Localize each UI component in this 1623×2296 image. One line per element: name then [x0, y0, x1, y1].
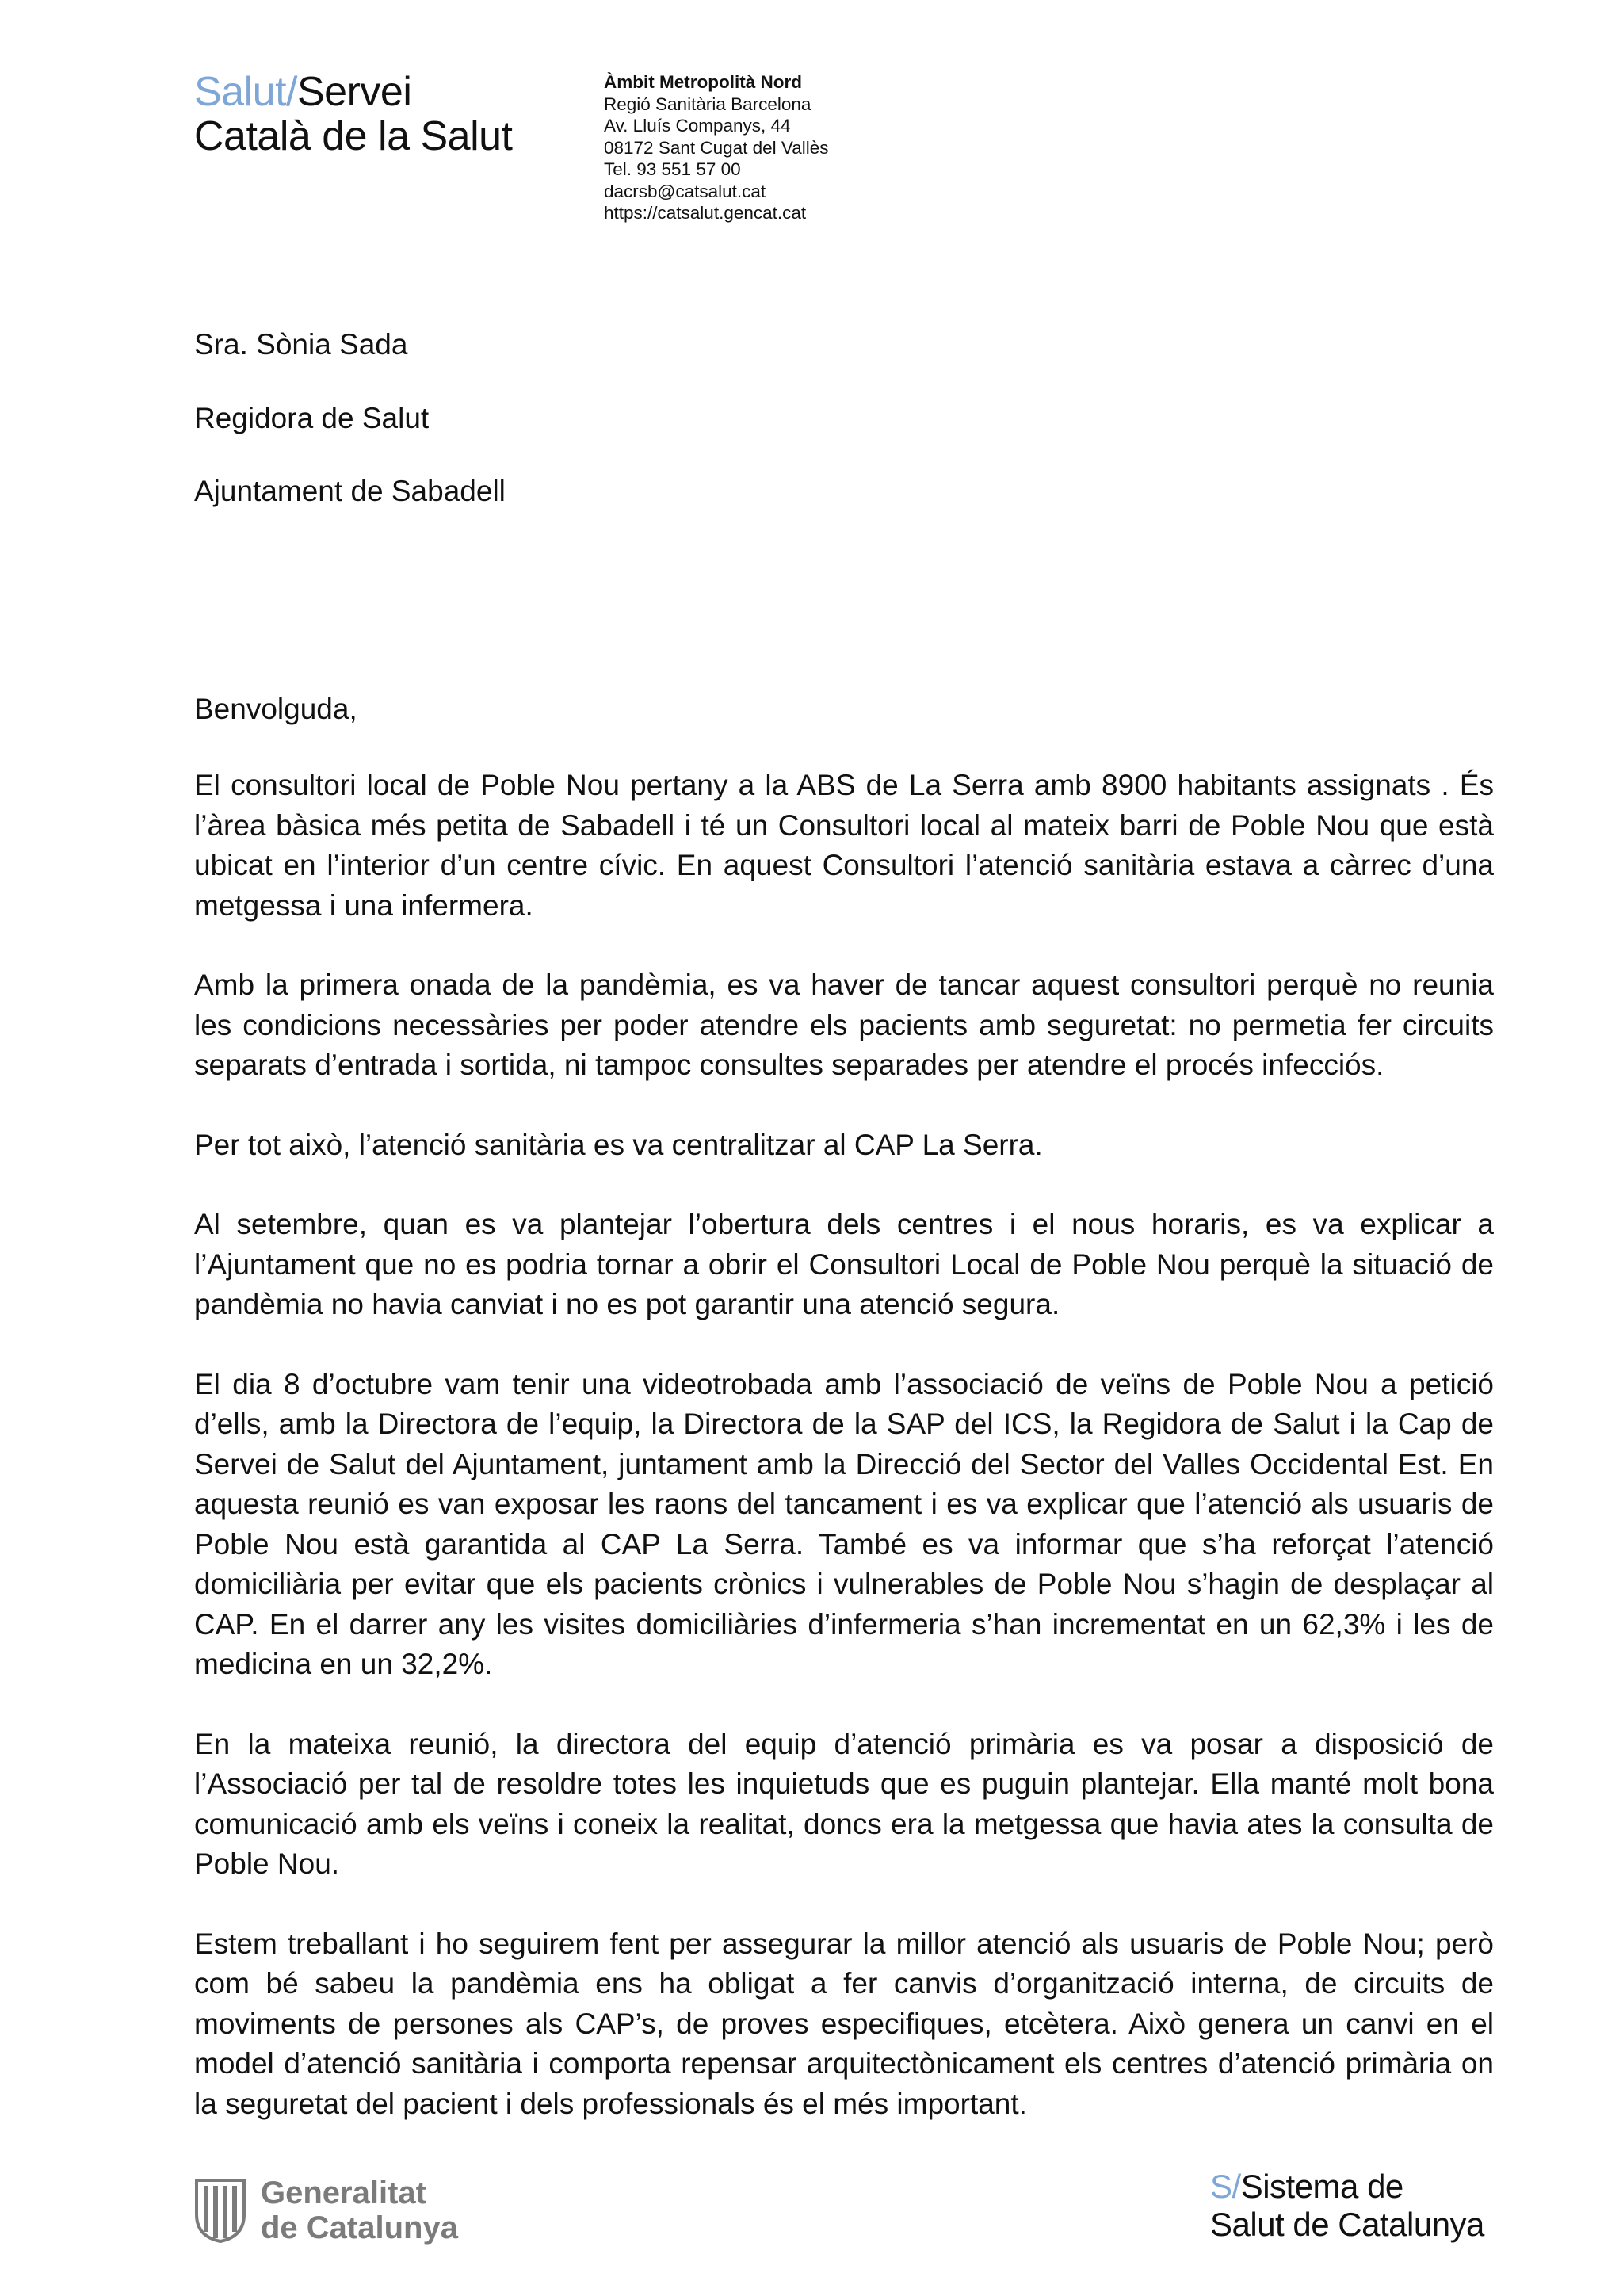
paragraph-3: Per tot això, l’atenció sanitària es va centralitzar al CAP La Serra. — [194, 1128, 1043, 1161]
paragraph-7: Estem treballant i ho seguirem fent per assegurar la millor atenció als usuaris de Poble Nou; però com bé sabeu la pandèmia ens ha obligat a fer canvis d’organització interna, de circuits de moviments de persones als CAP’s, de proves especifiques, etcètera. Això genera un canvi en el model d’atenció sanitària i comporta repensar arquitectònicament els centres d’atenció primària on la seguretat del pacient i dels professionals és el més important. — [194, 1927, 1494, 2120]
paragraph-1: El consultori local de Poble Nou pertany a la ABS de La Serra amb 8900 habitants assignats . És l’àrea bàsica més petita de Sabadell i té un Consultori local al mateix barri de Poble Nou que està ubicat en l’interior d’un centre cívic. En aquest Consultori l’atenció sanitària estava a càrrec d’una metgessa i una infermera. — [194, 769, 1494, 922]
sistema-salut-line1 — [1210, 2168, 1484, 2206]
paragraph-2: Amb la primera onada de la pandèmia, es va haver de tancar aquest consultori perquè no reunia les condicions necessàries per poder atendre els pacients amb seguretat: no permetia fer circuits separats d’entrada i sortida, ni tampoc consultes separades per atendre el procés infecciós. — [194, 968, 1494, 1081]
recipient-name: Sra. Sònia Sada — [194, 328, 408, 361]
office-region: Regió Sanitària Barcelona — [604, 94, 812, 114]
generalitat-line2: de Catalunya — [261, 2210, 458, 2245]
catsalut-logo-servei: Servei — [296, 69, 412, 115]
generalitat-logo — [194, 2176, 458, 2245]
office-street: Av. Lluís Companys, 44 — [604, 116, 791, 136]
office-city: 08172 Sant Cugat del Vallès — [604, 137, 829, 158]
paragraph-5: El dia 8 d’octubre vam tenir una videotrobada amb l’associació de veïns de Poble Nou a petició d’ells, amb la Directora de l’equip, la Directora de la SAP del ICS, la Regidora de Salut i la Cap de Servei de Salut del Ajuntament, juntament amb la Direcció del Sector del Valles Occidental Est. En aquesta reunió es van exposar les raons del tancament i es va explicar que l’atenció als usuaris de Poble Nou està garantida al CAP La Serra. També es va informar que s’ha reforçat l’atenció domiciliària per evitar que els pacients crònics i vulnerables de Poble Nou s’hagin de desplaçar al CAP. En el darrer any les visites domiciliàries d’infermeria s’han incrementat en un 62,3% i les de medicina en un 32,2%. — [194, 1367, 1494, 1680]
generalitat-wordmark — [261, 2176, 458, 2245]
office-phone: Tel. 93 551 57 00 — [604, 159, 741, 179]
recipient-organization: Ajuntament de Sabadell — [194, 475, 506, 507]
paragraph-6: En la mateixa reunió, la directora del equip d’atenció primària es va posar a disposició de l’Associació per tal de resoldre totes les inquietuds que es puguin plantejar. Ella manté molt bona comunicació amb els veïns i coneix la realitat, doncs era la metgessa que havia ates la consulta de Poble Nou. — [194, 1727, 1494, 1880]
paragraph-4: Al setembre, quan es va plantejar l’obertura dels centres i el nous horaris, es va explicar a l’Ajuntament que no es podria tornar a obrir el Consultori Local de Poble Nou perquè la situació de pandèmia no havia canviat i no es pot garantir una atenció segura. — [194, 1208, 1494, 1320]
letter-body — [194, 766, 1494, 2164]
sistema-salut-line2: Salut de Catalunya — [1210, 2206, 1484, 2243]
catsalut-logo-line2: Català de la Salut — [194, 113, 513, 159]
generalitat-line1: Generalitat — [261, 2176, 426, 2210]
salutation: Benvolguda, — [194, 693, 357, 725]
sistema-salut-sistema: Sistema de — [1240, 2168, 1403, 2205]
sistema-salut-logo — [1210, 2168, 1484, 2244]
office-web: https://catsalut.gencat.cat — [604, 203, 807, 223]
recipient-title: Regidora de Salut — [194, 402, 430, 434]
office-email: dacrsb@catsalut.cat — [604, 181, 766, 201]
office-address-block — [604, 71, 829, 224]
catsalut-logo — [194, 70, 513, 159]
catsalut-logo-accent: Salut/ — [194, 69, 297, 115]
generalitat-emblem-icon — [194, 2178, 246, 2243]
catsalut-logo-line1 — [194, 70, 513, 114]
sistema-salut-accent: S/ — [1210, 2168, 1241, 2205]
office-name: Àmbit Metropolità Nord — [604, 72, 802, 92]
